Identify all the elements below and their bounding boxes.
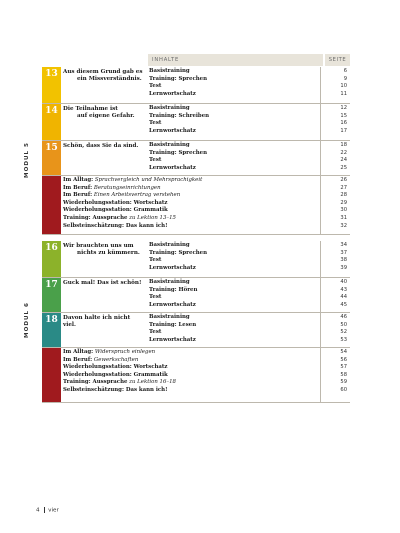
column-divider (320, 104, 321, 140)
lesson-color-bar (42, 141, 61, 175)
extras-row-modul-6 (42, 348, 350, 403)
lesson-contents: Basistraining Training: Sprechen Test Lernwortschatz (149, 142, 208, 171)
footer-divider (44, 507, 45, 513)
lesson-contents: Basistraining Training: Schreiben Test Lernwortschatz (149, 105, 210, 134)
lesson-title: Die Teilnahme ist auf eigene Gefahr. (63, 106, 135, 120)
lesson-row-13 (42, 67, 350, 104)
extras-color-bar (42, 176, 61, 234)
lesson-row-14 (42, 104, 350, 141)
column-divider (320, 141, 321, 175)
lesson-color-bar (42, 104, 61, 140)
lesson-number: 18 (45, 315, 58, 325)
lesson-pages: 34 37 38 39 (340, 242, 347, 271)
lesson-number: 15 (45, 143, 58, 153)
page-number-word: vier (48, 507, 59, 514)
lesson-contents: Basistraining Training: Sprechen Test Lernwortschatz (149, 242, 208, 271)
column-header-inhalte: INHALTE (148, 54, 323, 66)
lesson-row-18 (42, 313, 350, 348)
column-divider (320, 67, 321, 103)
lesson-row-15 (42, 141, 350, 176)
lesson-contents: Basistraining Training: Sprechen Test Lernwortschatz (149, 68, 208, 97)
lesson-row-16 (42, 241, 350, 278)
lesson-number: 14 (45, 106, 58, 116)
lesson-title: Davon halte ich nicht viel. (63, 315, 131, 329)
column-divider (320, 278, 321, 312)
lesson-title: Guck mal! Das ist schön! (63, 280, 142, 286)
lesson-color-bar (42, 67, 61, 103)
lesson-pages: 18 22 24 25 (340, 142, 347, 171)
extras-list: Im Alltag: Sprachvergleich und Mehrsprachigkeit Im Beruf: Beratungseinrichtungen Im Beruf: Einen Arbeitsvertrag verstehen Wiederholungsstation: Wortschatz Wiederholungsstation: Grammatik Training: Aussprache zu Lektion 13–15 Selbsteinschätzung: Das kann ich! (63, 177, 203, 229)
column-divider (320, 176, 321, 234)
lesson-pages: 46 50 52 53 (340, 314, 347, 343)
extras-pages: 54 56 57 58 59 60 (340, 349, 347, 393)
extras-pages: 26 27 28 29 30 31 32 (340, 177, 347, 229)
lesson-title: Wir brauchten uns um nichts zu kümmern. (63, 243, 140, 257)
lesson-color-bar (42, 241, 61, 277)
lesson-title: Aus diesem Grund gab es ein Missverständnis. (63, 69, 143, 83)
lesson-color-bar (42, 313, 61, 347)
lesson-number: 13 (45, 69, 58, 79)
extras-row-modul-5 (42, 176, 350, 235)
column-divider (320, 313, 321, 347)
modul-5-label: MODUL 5 (24, 142, 30, 178)
extras-color-bar (42, 348, 61, 402)
lesson-title: Schön, dass Sie da sind. (63, 143, 139, 149)
column-divider (320, 241, 321, 277)
lesson-pages: 40 43 44 45 (340, 279, 347, 308)
page-number: 4 (36, 507, 40, 514)
lesson-contents: Basistraining Training: Hören Test Lernwortschatz (149, 279, 198, 308)
lesson-row-17 (42, 278, 350, 313)
lesson-number: 17 (45, 280, 58, 290)
lesson-pages: 12 15 16 17 (340, 105, 347, 134)
extras-list: Im Alltag: Widerspruch einlegen Im Beruf: Gewerkschaften Wiederholungsstation: Wortschatz Wiederholungsstation: Grammatik Training: Aussprache zu Lektion 16–18 Selbsteinschätzung: Das kann ich! (63, 349, 176, 393)
lesson-pages: 6 9 10 11 (340, 68, 347, 97)
page-footer (36, 507, 59, 514)
modul-6-label: MODUL 6 (24, 302, 30, 338)
column-divider (320, 348, 321, 402)
lesson-contents: Basistraining Training: Lesen Test Lernwortschatz (149, 314, 197, 343)
column-header-seite: SEITE (325, 54, 350, 66)
lesson-number: 16 (45, 243, 58, 253)
table-header (148, 54, 350, 66)
lesson-color-bar (42, 278, 61, 312)
